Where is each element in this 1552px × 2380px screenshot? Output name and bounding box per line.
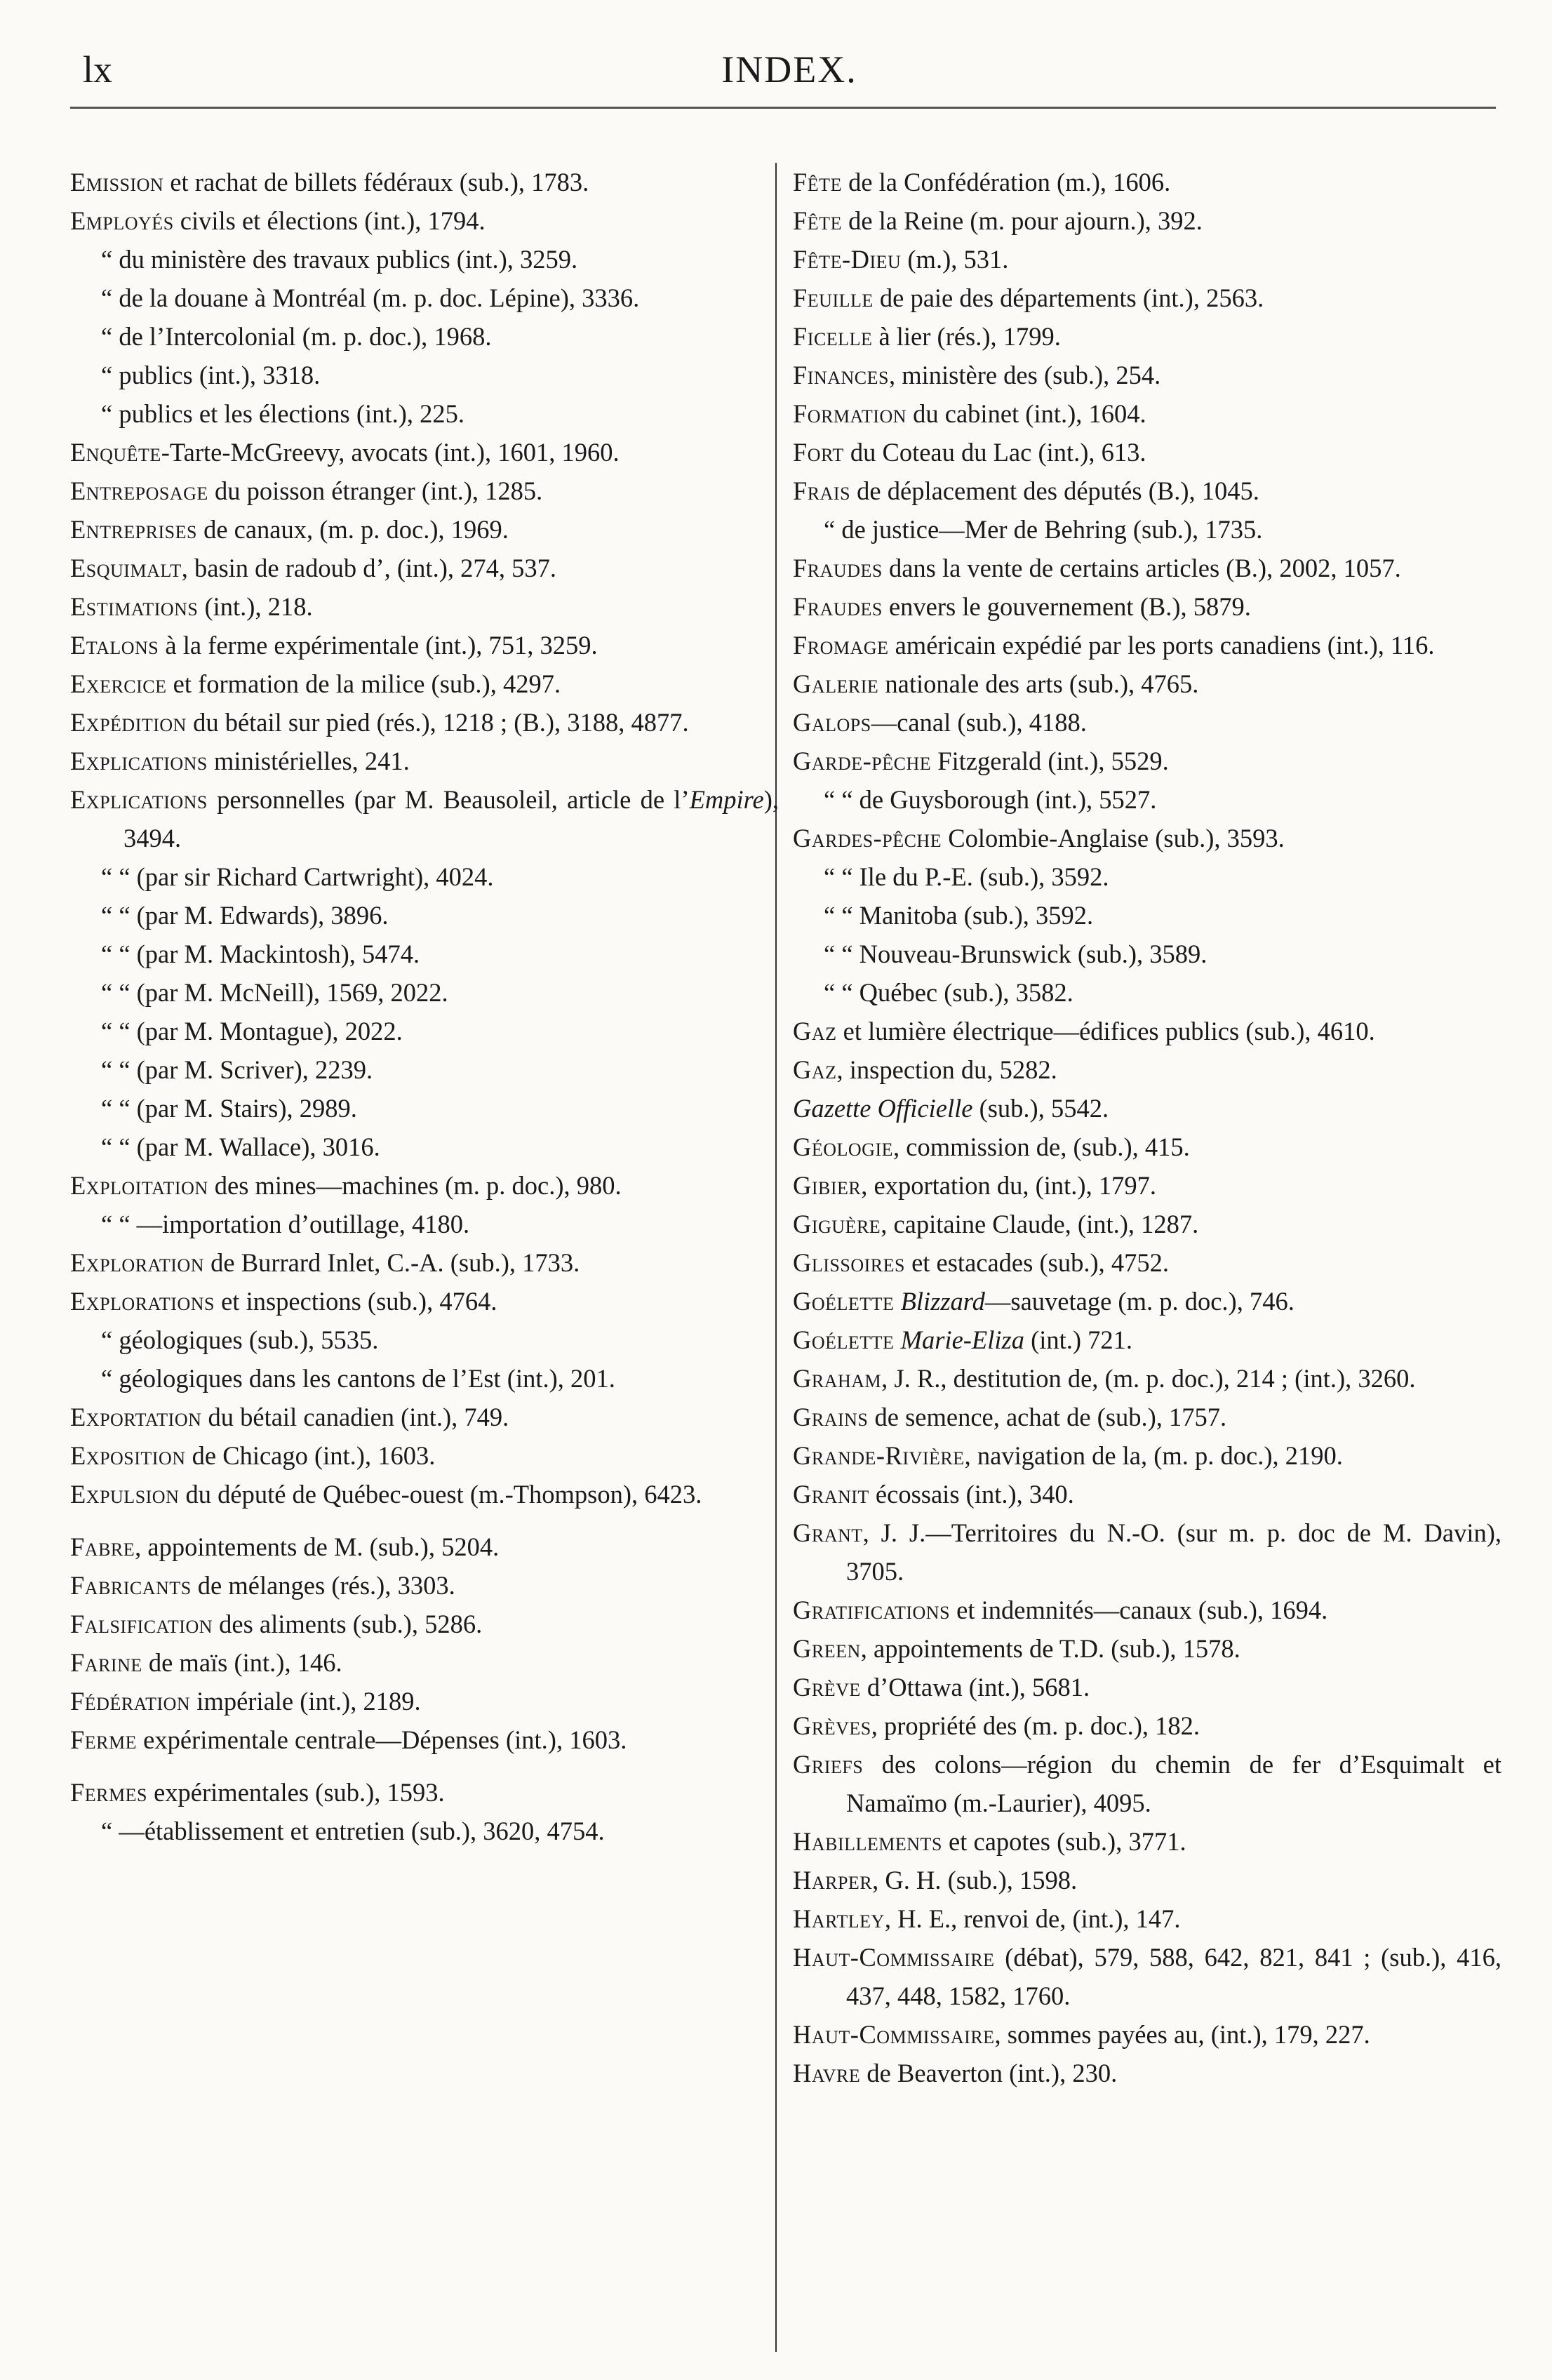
entry-text: dans la vente de certains articles (B.), 2002, 1057.: [882, 554, 1401, 582]
index-entry: [793, 510, 1501, 549]
entry-heading: Gardes-pêche: [793, 824, 942, 853]
page-number: lx: [83, 48, 113, 91]
entry-text: du bétail canadien (int.), 749.: [201, 1403, 509, 1431]
index-entry: [70, 1643, 779, 1682]
entry-text: —canal (sub.), 4188.: [871, 708, 1087, 737]
entry-text: [894, 1287, 900, 1316]
entry-text: et estacades (sub.), 4752.: [904, 1248, 1169, 1277]
index-entry: [793, 1591, 1501, 1629]
index-entry: [70, 1166, 779, 1205]
index-entry: [793, 626, 1501, 664]
entry-heading: Fête: [793, 206, 842, 235]
index-entry: [793, 1128, 1501, 1166]
entry-text: des colons—région du chemin de fer d’Esquimalt et Namaïmo (m.-Laurier), 4095.: [846, 1750, 1501, 1817]
entry-text: et inspections (sub.), 4764.: [214, 1287, 497, 1316]
index-entry: [793, 703, 1501, 742]
index-entry: [70, 1566, 779, 1605]
entry-text: à lier (rés.), 1799.: [872, 322, 1061, 351]
entry-heading: Fabricants: [70, 1571, 192, 1600]
entry-text: (débat), 579, 588, 642, 821, 841 ; (sub.), 416, 437, 448, 1582, 1760.: [846, 1943, 1501, 2010]
entry-text: du député de Québec-ouest (m.-Thompson), 6423.: [179, 1480, 702, 1509]
entry-heading: Griefs: [793, 1750, 864, 1779]
entry-italic: Gazette Officielle: [793, 1094, 973, 1123]
entry-heading: Garde-pêche: [793, 747, 932, 775]
entry-heading: Galops: [793, 708, 871, 737]
entry-text: “ “ de Guysborough (int.), 5527.: [824, 785, 1157, 814]
index-entry: [70, 1720, 779, 1759]
entry-heading: Haut-Commissaire: [793, 1943, 995, 1972]
entry-heading: Feuille: [793, 283, 874, 312]
entry-text: de semence, achat de (sub.), 1757.: [868, 1403, 1227, 1431]
index-entry: [793, 240, 1501, 279]
index-entry: [70, 703, 779, 742]
index-entry: [70, 1436, 779, 1475]
index-entry: [793, 1321, 1501, 1359]
entry-heading: Frais: [793, 476, 851, 505]
entry-text: de déplacement des députés (B.), 1045.: [850, 476, 1259, 505]
index-entry: [793, 1745, 1501, 1822]
entry-heading: Géologie: [793, 1132, 893, 1161]
entry-tail: (sub.), 5542.: [972, 1094, 1109, 1123]
entry-heading: Fort: [793, 438, 844, 467]
entry-heading: Habillements: [793, 1827, 942, 1856]
entry-heading: Explications: [70, 785, 208, 814]
entry-tail: ), 3494.: [123, 785, 779, 853]
entry-text: “ publics et les élections (int.), 225.: [101, 399, 464, 428]
index-entry: [793, 433, 1501, 472]
entry-heading: Haut-Commissaire: [793, 2020, 995, 2049]
entry-heading: Glissoires: [793, 1248, 905, 1277]
index-entry: [793, 201, 1501, 240]
index-columns: [70, 163, 1501, 2352]
entry-text: “ du ministère des travaux publics (int.), 3259.: [101, 245, 578, 274]
entry-text: , J. R., destitution de, (m. p. doc.), 214 ; (int.), 3260.: [881, 1364, 1416, 1393]
index-entry: [70, 317, 779, 356]
entry-text: du Coteau du Lac (int.), 613.: [843, 438, 1146, 467]
entry-heading: Grève: [793, 1673, 861, 1702]
entry-text: personnelles (par M. Beausoleil, article de l’: [207, 785, 690, 814]
index-entry: [793, 819, 1501, 857]
entry-text: “ de la douane à Montréal (m. p. doc. Lépine), 3336.: [101, 283, 640, 312]
entry-text: (m.), 531.: [901, 245, 1009, 274]
entry-text: “ “ (par M. Wallace), 3016.: [101, 1132, 380, 1161]
entry-text: , J. J.—Territoires du N.-O. (sur m. p. doc de M. Davin), 3705.: [846, 1518, 1501, 1586]
entry-heading: Etalons: [70, 631, 159, 660]
index-entry: [70, 935, 779, 973]
index-entry: [70, 1773, 779, 1812]
entry-text: et lumière électrique—édifices publics (sub.), 4610.: [836, 1017, 1375, 1045]
entry-heading: Estimations: [70, 592, 199, 621]
entry-heading: Entreposage: [70, 476, 208, 505]
index-entry: [70, 1475, 779, 1513]
entry-text: , sommes payées au, (int.), 179, 227.: [994, 2020, 1370, 2049]
entry-text: , basin de radoub d’, (int.), 274, 537.: [181, 554, 556, 582]
entry-text: et capotes (sub.), 3771.: [942, 1827, 1186, 1856]
index-entry: [70, 472, 779, 510]
entry-text: “ “ (par sir Richard Cartwright), 4024.: [101, 862, 494, 891]
entry-tail: —sauvetage (m. p. doc.), 746.: [984, 1287, 1295, 1316]
entry-heading: Harper: [793, 1866, 873, 1894]
index-entry: [793, 664, 1501, 703]
index-entry: [70, 279, 779, 317]
entry-heading: Gibier: [793, 1171, 862, 1200]
running-title: INDEX.: [721, 48, 857, 91]
entry-text: , G. H. (sub.), 1598.: [872, 1866, 1078, 1894]
entry-heading: Fête: [793, 168, 842, 196]
index-entry: [793, 1166, 1501, 1205]
entry-heading: Gaz: [793, 1017, 837, 1045]
index-entry: [793, 780, 1501, 819]
entry-heading: Esquimalt: [70, 554, 182, 582]
index-entry: [793, 1359, 1501, 1398]
entry-heading: Grant: [793, 1518, 863, 1547]
entry-text: (int.), 218.: [198, 592, 313, 621]
entry-text: “ de l’Intercolonial (m. p. doc.), 1968.: [101, 322, 492, 351]
entry-heading: Goélette: [793, 1287, 895, 1316]
entry-text: des aliments (sub.), 5286.: [213, 1610, 483, 1638]
index-entry: [793, 1475, 1501, 1513]
index-entry: [70, 201, 779, 240]
entry-heading: Fédération: [70, 1687, 191, 1716]
index-entry: [793, 896, 1501, 935]
index-entry: [70, 433, 779, 472]
index-entry: [793, 163, 1501, 201]
entry-heading: Expulsion: [70, 1480, 180, 1509]
entry-heading: Ficelle: [793, 322, 873, 351]
entry-text: “ —établissement et entretien (sub.), 3620, 4754.: [101, 1817, 605, 1845]
index-entry: [793, 356, 1501, 394]
entry-text: -Tarte-McGreevy, avocats (int.), 1601, 1960.: [161, 438, 620, 467]
entry-text: “ “ (par M. Edwards), 3896.: [101, 901, 389, 930]
index-entry: [70, 1605, 779, 1643]
index-entry: [793, 472, 1501, 510]
entry-heading: Expédition: [70, 708, 187, 737]
entry-text: “ “ (par M. Scriver), 2239.: [101, 1055, 373, 1084]
index-entry: [70, 1282, 779, 1321]
entry-text: , navigation de la, (m. p. doc.), 2190.: [964, 1441, 1343, 1470]
entry-text: et formation de la milice (sub.), 4297.: [166, 669, 561, 698]
entry-heading: Ferme: [70, 1725, 138, 1754]
index-entry: [793, 1436, 1501, 1475]
index-entry: [70, 1012, 779, 1050]
index-entry: [70, 1050, 779, 1089]
entry-heading: Formation: [793, 399, 907, 428]
entry-heading: Explications: [70, 747, 208, 775]
entry-text: de mélanges (rés.), 3303.: [191, 1571, 455, 1600]
index-entry: [70, 1128, 779, 1166]
entry-heading: Grande-Rivière: [793, 1441, 965, 1470]
entry-text: du bétail sur pied (rés.), 1218 ; (B.), 3188, 4877.: [186, 708, 689, 737]
entry-text: “ “ Ile du P.-E. (sub.), 3592.: [824, 862, 1109, 891]
entry-text: “ de justice—Mer de Behring (sub.), 1735.: [824, 515, 1263, 544]
entry-heading: Employés: [70, 206, 174, 235]
index-entry: [793, 935, 1501, 973]
entry-text: Fitzgerald (int.), 5529.: [931, 747, 1169, 775]
entry-italic: Marie-Eliza: [900, 1325, 1024, 1354]
entry-text: de canaux, (m. p. doc.), 1969.: [196, 515, 509, 544]
entry-text: , H. E., renvoi de, (int.), 147.: [884, 1904, 1181, 1933]
entry-heading: Emission: [70, 168, 164, 196]
entry-text: “ “ (par M. Stairs), 2989.: [101, 1094, 357, 1123]
entry-text: , appointements de M. (sub.), 5204.: [135, 1532, 500, 1561]
index-entry: [793, 317, 1501, 356]
entry-text: expérimentale centrale—Dépenses (int.), 1603.: [137, 1725, 627, 1754]
index-entry: [793, 973, 1501, 1012]
entry-heading: Goélette: [793, 1325, 895, 1354]
entry-italic: Blizzard: [900, 1287, 985, 1316]
entry-heading: Exploration: [70, 1248, 205, 1277]
index-entry: [793, 1629, 1501, 1668]
index-entry: [70, 626, 779, 664]
entry-text: “ “ Nouveau-Brunswick (sub.), 3589.: [824, 940, 1208, 968]
entry-text: “ “ Manitoba (sub.), 3592.: [824, 901, 1094, 930]
left-column: [70, 163, 779, 1850]
entry-heading: Falsification: [70, 1610, 213, 1638]
entry-text: à la ferme expérimentale (int.), 751, 3259.: [159, 631, 598, 660]
entry-text: “ “ (par M. McNeill), 1569, 2022.: [101, 978, 448, 1007]
index-entry: [793, 1513, 1501, 1591]
entry-text: , inspection du, 5282.: [836, 1055, 1057, 1084]
entry-text: du cabinet (int.), 1604.: [907, 399, 1146, 428]
entry-heading: Exploitation: [70, 1171, 208, 1200]
entry-heading: Gratifications: [793, 1596, 951, 1624]
entry-text: , capitaine Claude, (int.), 1287.: [881, 1210, 1199, 1238]
entry-heading: Exercice: [70, 669, 167, 698]
index-entry: [793, 587, 1501, 626]
index-entry: [70, 163, 779, 201]
index-entry: [70, 1359, 779, 1398]
index-entry: [70, 1089, 779, 1128]
index-entry: [70, 394, 779, 433]
entry-text: [894, 1325, 900, 1354]
entry-text: , propriété des (m. p. doc.), 182.: [871, 1711, 1200, 1740]
index-entry: [70, 1812, 779, 1850]
index-entry: [70, 857, 779, 896]
entry-text: expérimentales (sub.), 1593.: [147, 1778, 445, 1807]
entry-text: “ “ (par M. Mackintosh), 5474.: [101, 940, 420, 968]
entry-heading: Green: [793, 1634, 861, 1663]
entry-heading: Fabre: [70, 1532, 135, 1561]
entry-text: Colombie-Anglaise (sub.), 3593.: [942, 824, 1285, 853]
entry-text: , appointements de T.D. (sub.), 1578.: [860, 1634, 1240, 1663]
entry-heading: Explorations: [70, 1287, 215, 1316]
entry-text: “ “ Québec (sub.), 3582.: [824, 978, 1073, 1007]
entry-heading: Entreprises: [70, 515, 197, 544]
index-entry: [793, 549, 1501, 587]
index-entry: [70, 1682, 779, 1720]
index-entry: [793, 857, 1501, 896]
entry-text: civils et élections (int.), 1794.: [173, 206, 486, 235]
entry-heading: Havre: [793, 2059, 861, 2087]
index-entry: [793, 742, 1501, 780]
entry-text: , exportation du, (int.), 1797.: [861, 1171, 1156, 1200]
index-entry: [70, 973, 779, 1012]
index-entry: [793, 1899, 1501, 1938]
index-entry: [793, 1822, 1501, 1861]
entry-text: d’Ottawa (int.), 5681.: [860, 1673, 1090, 1702]
index-entry: [793, 394, 1501, 433]
entry-heading: Graham: [793, 1364, 882, 1393]
entry-heading: Giguère: [793, 1210, 881, 1238]
index-entry: [793, 1668, 1501, 1706]
entry-heading: Galerie: [793, 669, 879, 698]
index-entry: [793, 1243, 1501, 1282]
entry-heading: Grains: [793, 1403, 869, 1431]
entry-heading: Granit: [793, 1480, 869, 1509]
index-entry: [70, 780, 779, 857]
index-entry: [793, 1050, 1501, 1089]
entry-text: de la Reine (m. pour ajourn.), 392.: [841, 206, 1203, 235]
entry-text: “ “ —importation d’outillage, 4180.: [101, 1210, 470, 1238]
entry-heading: Fête-Dieu: [793, 245, 902, 274]
entry-heading: Fermes: [70, 1778, 147, 1807]
index-entry: [793, 1706, 1501, 1745]
entry-heading: Gaz: [793, 1055, 837, 1084]
entry-text: , commission de, (sub.), 415.: [893, 1132, 1190, 1161]
entry-heading: Enquête: [70, 438, 161, 467]
header-rule: [70, 107, 1496, 109]
entry-text: de Burrard Inlet, C.-A. (sub.), 1733.: [204, 1248, 580, 1277]
entry-heading: Grèves: [793, 1711, 871, 1740]
entry-text: et rachat de billets fédéraux (sub.), 1783.: [163, 168, 589, 196]
index-entry: [70, 510, 779, 549]
index-entry: [70, 742, 779, 780]
index-entry: [793, 1398, 1501, 1436]
entry-text: de Beaverton (int.), 230.: [860, 2059, 1118, 2087]
entry-text: du poisson étranger (int.), 1285.: [208, 476, 543, 505]
entry-text: écossais (int.), 340.: [869, 1480, 1074, 1509]
entry-heading: Finances: [793, 361, 889, 389]
entry-text: “ publics (int.), 3318.: [101, 361, 321, 389]
entry-text: et indemnités—canaux (sub.), 1694.: [950, 1596, 1328, 1624]
entry-text: de la Confédération (m.), 1606.: [841, 168, 1171, 196]
index-entry: [70, 1321, 779, 1359]
index-entry: [793, 2015, 1501, 2054]
index-entry: [793, 1861, 1501, 1899]
index-entry: [70, 896, 779, 935]
index-entry: [793, 1282, 1501, 1321]
index-entry: [70, 664, 779, 703]
entry-text: américain expédié par les ports canadiens (int.), 116.: [888, 631, 1435, 660]
entry-heading: Hartley: [793, 1904, 885, 1933]
entry-text: envers le gouvernement (B.), 5879.: [882, 592, 1251, 621]
entry-text: impériale (int.), 2189.: [190, 1687, 421, 1716]
index-entry: [793, 2054, 1501, 2092]
entry-text: ministérielles, 241.: [207, 747, 410, 775]
index-entry: [793, 1012, 1501, 1050]
index-entry: [793, 279, 1501, 317]
index-entry: [70, 549, 779, 587]
entry-heading: Fraudes: [793, 592, 883, 621]
index-entry: [70, 356, 779, 394]
entry-text: , ministère des (sub.), 254.: [888, 361, 1161, 389]
entry-text: “ géologiques (sub.), 5535.: [101, 1325, 379, 1354]
entry-heading: Exposition: [70, 1441, 186, 1470]
index-entry: [70, 587, 779, 626]
entry-heading: Farine: [70, 1648, 142, 1677]
entry-italic: Empire: [689, 785, 764, 814]
entry-text: “ “ (par M. Montague), 2022.: [101, 1017, 403, 1045]
entry-heading: Fromage: [793, 631, 889, 660]
entry-text: des mines—machines (m. p. doc.), 980.: [208, 1171, 622, 1200]
entry-text: de Chicago (int.), 1603.: [185, 1441, 436, 1470]
entry-heading: Fraudes: [793, 554, 883, 582]
right-column: [793, 163, 1501, 2092]
index-entry: [70, 1398, 779, 1436]
entry-text: de paie des départements (int.), 2563.: [873, 283, 1264, 312]
index-entry: [70, 1205, 779, 1243]
entry-text: de maïs (int.), 146.: [142, 1648, 342, 1677]
entry-text: “ géologiques dans les cantons de l’Est (int.), 201.: [101, 1364, 615, 1393]
index-entry: [70, 1527, 779, 1566]
entry-tail: (int.) 721.: [1024, 1325, 1133, 1354]
page-header: [83, 48, 1496, 97]
index-entry: [70, 1243, 779, 1282]
entry-text: nationale des arts (sub.), 4765.: [878, 669, 1199, 698]
index-entry: [793, 1205, 1501, 1243]
entry-heading: Exportation: [70, 1403, 202, 1431]
index-entry: [793, 1089, 1501, 1128]
index-entry: [793, 1938, 1501, 2015]
index-entry: [70, 240, 779, 279]
